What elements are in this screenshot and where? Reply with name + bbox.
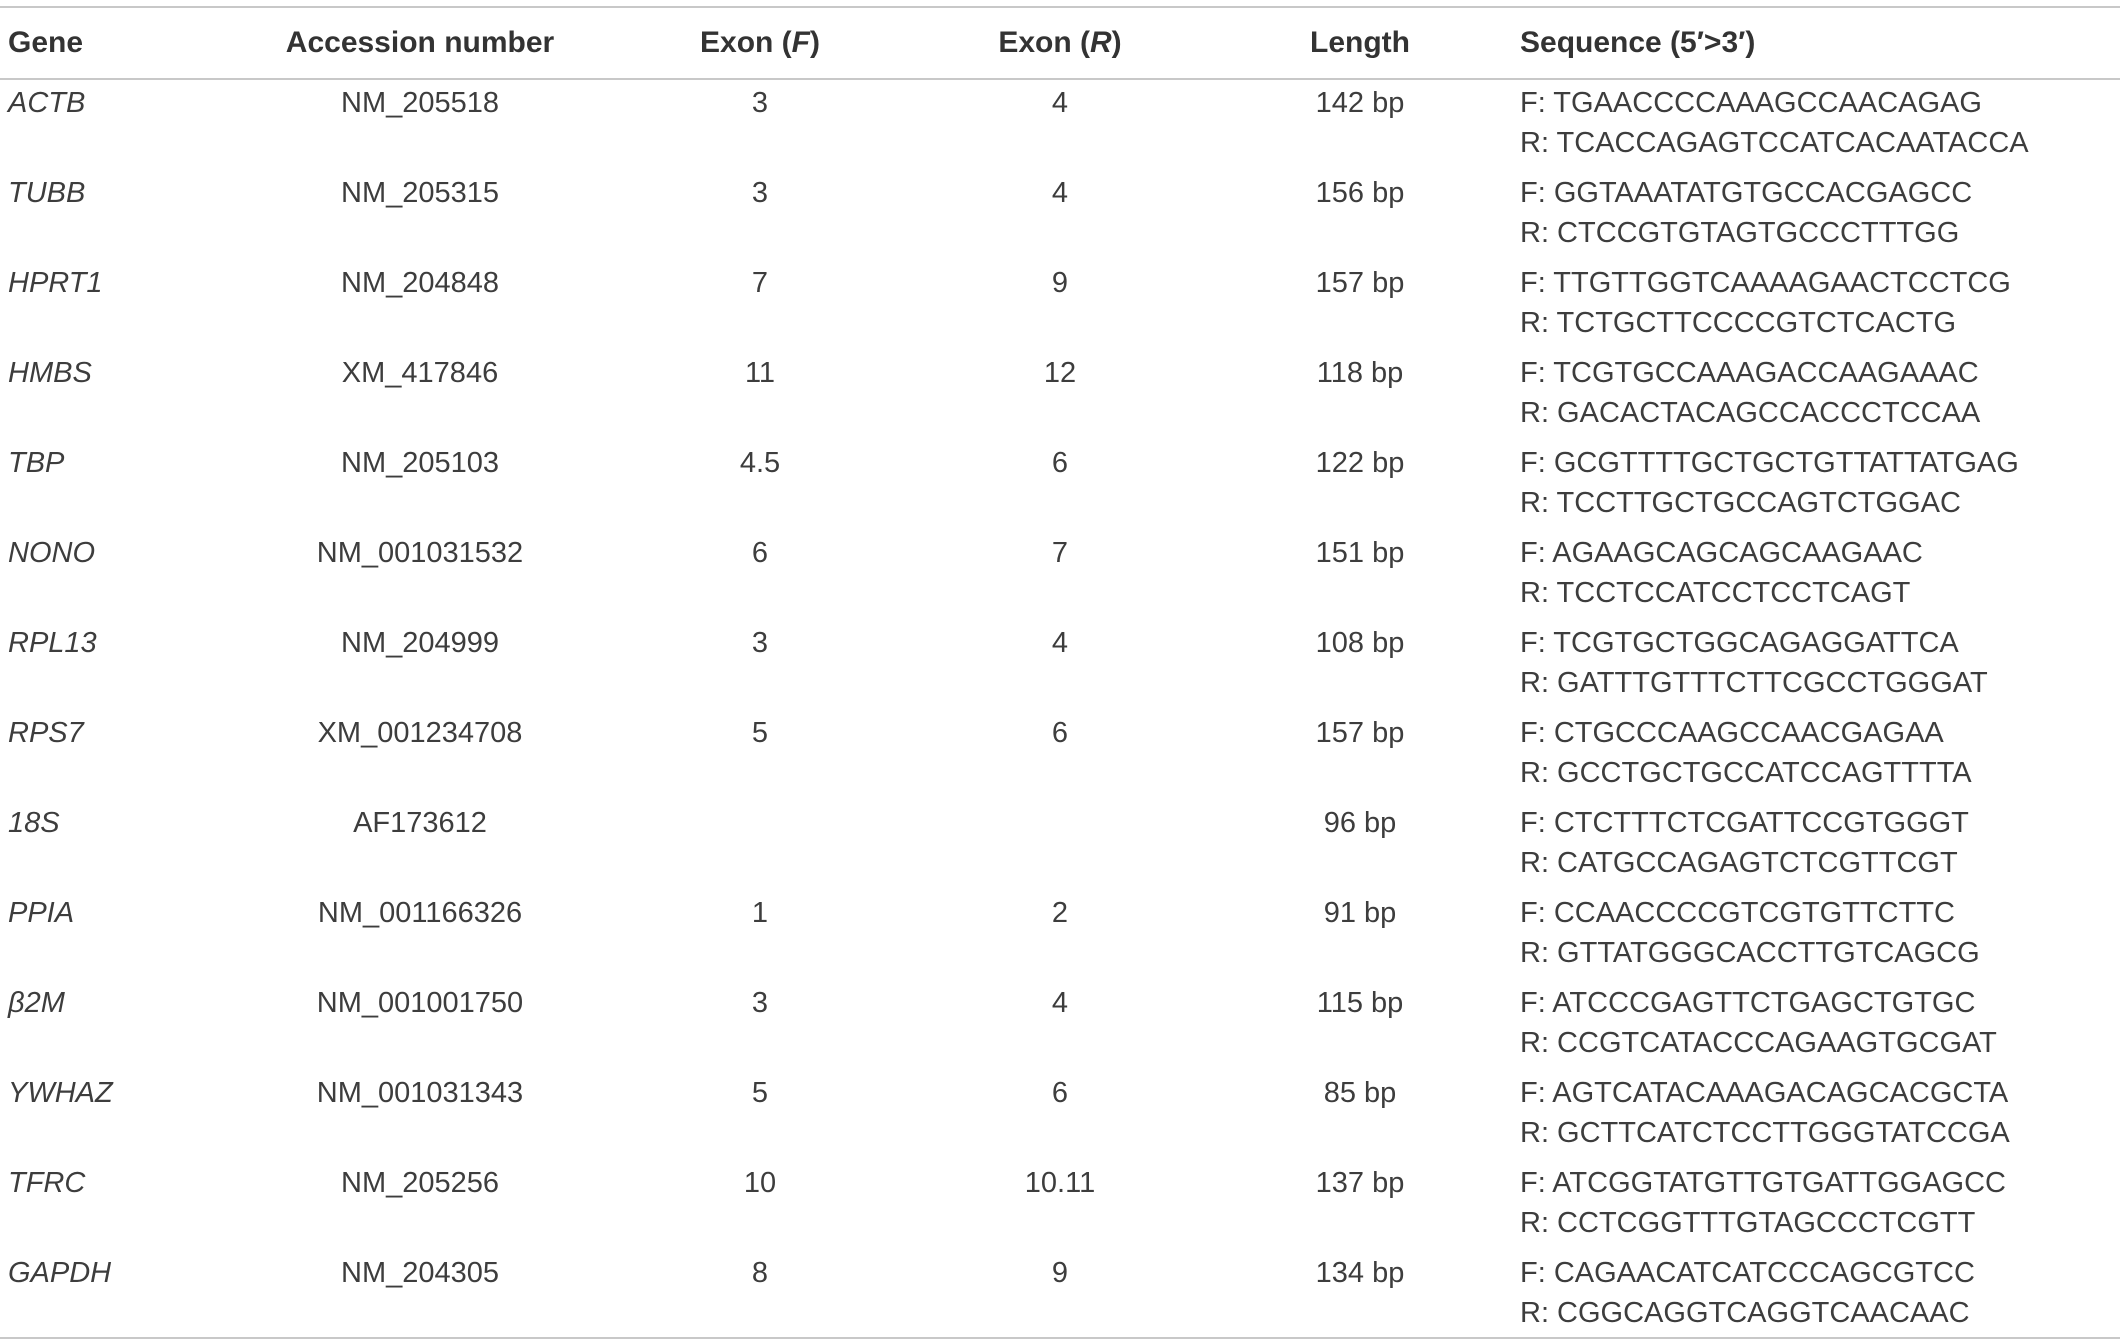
cell-length: 157 bp [1315,717,1405,749]
cell-accession-number: NM_205315 [341,177,499,209]
sequence-reverse: R: TCCTTGCTGCCAGTCTGGAC [1520,487,1961,519]
sequence-reverse: R: CCGTCATACCCAGAAGTGCGAT [1520,1027,1997,1059]
cell-exon-r: 10.11 [1024,1167,1096,1199]
cell-gene: TUBB [8,177,86,209]
sequence-forward: F: CTGCCCAAGCCAACGAGAA [1520,717,1944,749]
cell-accession-number: NM_204999 [341,627,499,659]
sequence-forward: F: TTGTTGGTCAAAAGAACTCCTCG [1520,267,2011,299]
table-row [0,710,2120,800]
table-row [0,350,2120,440]
cell-exon-f: 10 [743,1167,777,1199]
cell-length: 142 bp [1315,87,1405,119]
cell-accession-number: NM_205103 [341,447,499,479]
sequence-forward: F: CCAACCCCGTCGTGTTCTTC [1520,897,1955,929]
header-exon-r [910,7,1210,79]
table-row [0,79,2120,170]
cell-exon-f: 1 [751,897,769,929]
cell-sequence [1510,530,2120,620]
sequence-reverse: R: TCTGCTTCCCCGTCTCACTG [1520,307,1957,339]
table-row [0,1160,2120,1250]
table-body [0,79,2120,1338]
table-row [0,980,2120,1070]
cell-exon-r: 4 [1051,627,1069,659]
cell-exon-f: 11 [744,357,776,389]
header-accession-number: Accession number [285,26,555,59]
table-row [0,890,2120,980]
sequence-forward: F: TCGTGCCAAAGACCAAGAAAC [1520,357,1979,389]
cell-gene: ACTB [8,87,86,119]
cell-gene: TBP [8,447,65,479]
cell-gene: RPL13 [8,627,97,659]
cell-length: 137 bp [1315,1167,1405,1199]
cell-exon-f: 3 [751,87,769,119]
cell-exon-f: 5 [751,1077,769,1109]
cell-sequence [1510,1070,2120,1160]
cell-sequence [1510,710,2120,800]
sequence-reverse: R: GTTATGGGCACCTTGTCAGCG [1520,937,1980,969]
cell-exon-r: 6 [1051,1077,1069,1109]
cell-gene: β2M [8,987,65,1019]
cell-accession-number: AF173612 [353,807,487,839]
cell-length: 96 bp [1323,807,1397,839]
cell-length: 115 bp [1316,987,1404,1019]
cell-exon-r: 7 [1051,537,1069,569]
sequence-forward: F: GCGTTTTGCTGCTGTTATTATGAG [1520,447,2019,479]
sequence-forward: F: ATCGGTATGTTGTGATTGGAGCC [1520,1167,2006,1199]
cell-exon-f: 3 [751,177,769,209]
table-row [0,260,2120,350]
sequence-forward: F: AGTCATACAAAGACAGCACGCTA [1520,1077,2009,1109]
sequence-reverse: R: CGGCAGGTCAGGTCAACAAC [1520,1297,1970,1329]
sequence-forward: F: CTCTTTCTCGATTCCGTGGGT [1520,807,1969,839]
cell-sequence [1510,260,2120,350]
cell-accession-number: NM_001031343 [316,1077,524,1109]
table-row [0,800,2120,890]
sequence-reverse: R: GACACTACAGCCACCCTCCAA [1520,397,1981,429]
cell-sequence [1510,170,2120,260]
cell-length: 91 bp [1323,897,1397,929]
sequence-reverse: R: CATGCCAGAGTCTCGTTCGT [1520,847,1958,879]
cell-accession-number: NM_001166326 [317,897,523,929]
cell-sequence [1510,800,2120,890]
header-exon-f-suffix: ) [810,26,820,59]
cell-exon-r: 4 [1051,987,1069,1019]
cell-length: 108 bp [1315,627,1405,659]
cell-exon-r [910,800,1210,890]
table-header [0,7,2120,79]
cell-accession-number: XM_417846 [341,357,499,389]
sequence-forward: F: TCGTGCTGGCAGAGGATTCA [1520,627,1959,659]
cell-gene: NONO [8,537,95,569]
table-row [0,170,2120,260]
table-row [0,620,2120,710]
cell-exon-r: 4 [1051,177,1069,209]
table-row [0,440,2120,530]
cell-accession-number: NM_205256 [341,1167,499,1199]
cell-sequence [1510,79,2120,170]
cell-exon-r: 2 [1051,897,1069,929]
sequence-reverse: R: GCCTGCTGCCATCCAGTTTTA [1520,757,1972,789]
header-exon-f-letter: F [791,26,810,59]
cell-accession-number: NM_001001750 [316,987,524,1019]
sequence-forward: F: GGTAAATATGTGCCACGAGCC [1520,177,1973,209]
cell-length: 118 bp [1316,357,1404,389]
header-sequence: Sequence (5′>3′) [1520,26,1756,59]
sequence-reverse: R: TCCTCCATCCTCCTCAGT [1520,577,1911,609]
cell-length: 151 bp [1315,537,1405,569]
cell-exon-f: 8 [751,1257,769,1289]
cell-sequence [1510,890,2120,980]
table-row [0,1250,2120,1338]
sequence-forward: F: CAGAACATCATCCCAGCGTCC [1520,1257,1975,1289]
cell-exon-f: 7 [751,267,769,299]
sequence-reverse: R: CCTCGGTTTGTAGCCCTCGTT [1520,1207,1976,1239]
cell-length: 122 bp [1315,447,1405,479]
header-gene: Gene [8,26,84,59]
cell-accession-number: NM_204848 [341,267,499,299]
cell-gene: TFRC [8,1167,86,1199]
cell-gene: HMBS [8,357,92,389]
sequence-reverse: R: TCACCAGAGTCCATCACAATACCA [1520,127,2029,159]
cell-exon-f: 3 [751,987,769,1019]
cell-sequence [1510,350,2120,440]
primer-table [0,6,2120,1339]
cell-sequence [1510,1160,2120,1250]
cell-sequence [1510,1250,2120,1338]
cell-gene: HPRT1 [8,267,103,299]
cell-accession-number: NM_204305 [341,1257,499,1289]
header-exon-r-letter: R [1090,26,1112,59]
table-row [0,1070,2120,1160]
sequence-forward: F: ATCCCGAGTTCTGAGCTGTGC [1520,987,1976,1019]
header-exon-r-suffix: ) [1111,26,1122,59]
cell-exon-f: 3 [751,627,769,659]
cell-gene: 18S [8,807,60,839]
cell-exon-f [610,800,910,890]
cell-length: 134 bp [1315,1257,1405,1289]
header-length: Length [1310,26,1410,59]
cell-accession-number: XM_001234708 [317,717,523,749]
cell-gene: RPS7 [8,717,84,749]
cell-accession-number: NM_205518 [341,87,499,119]
cell-exon-r: 9 [1051,1257,1069,1289]
cell-accession-number: NM_001031532 [316,537,524,569]
cell-exon-r: 6 [1051,447,1069,479]
header-exon-f [610,7,910,79]
cell-sequence [1510,440,2120,530]
cell-gene: PPIA [8,897,75,929]
sequence-forward: F: AGAAGCAGCAGCAAGAAC [1520,537,1923,569]
cell-length: 156 bp [1315,177,1405,209]
cell-gene: YWHAZ [8,1077,113,1109]
cell-exon-r: 4 [1051,87,1069,119]
cell-gene: GAPDH [8,1257,112,1289]
cell-exon-f: 6 [751,537,769,569]
sequence-forward: F: TGAACCCCAAAGCCAACAGAG [1520,87,1982,119]
cell-exon-r: 12 [1043,357,1077,389]
cell-length: 157 bp [1315,267,1405,299]
cell-exon-f: 5 [751,717,769,749]
header-row [0,7,2120,79]
cell-exon-f: 4.5 [739,447,781,479]
sequence-reverse: R: GATTTGTTTCTTCGCCTGGGAT [1520,667,1988,699]
cell-length: 85 bp [1323,1077,1397,1109]
table-row [0,530,2120,620]
cell-sequence [1510,620,2120,710]
cell-sequence [1510,980,2120,1070]
header-exon-r-prefix: Exon ( [998,26,1090,59]
sequence-reverse: R: CTCCGTGTAGTGCCCTTTGG [1520,217,1960,249]
cell-exon-r: 9 [1051,267,1069,299]
cell-exon-r: 6 [1051,717,1069,749]
sequence-reverse: R: GCTTCATCTCCTTGGGTATCCGA [1520,1117,2010,1149]
header-exon-f-prefix: Exon ( [700,26,792,59]
